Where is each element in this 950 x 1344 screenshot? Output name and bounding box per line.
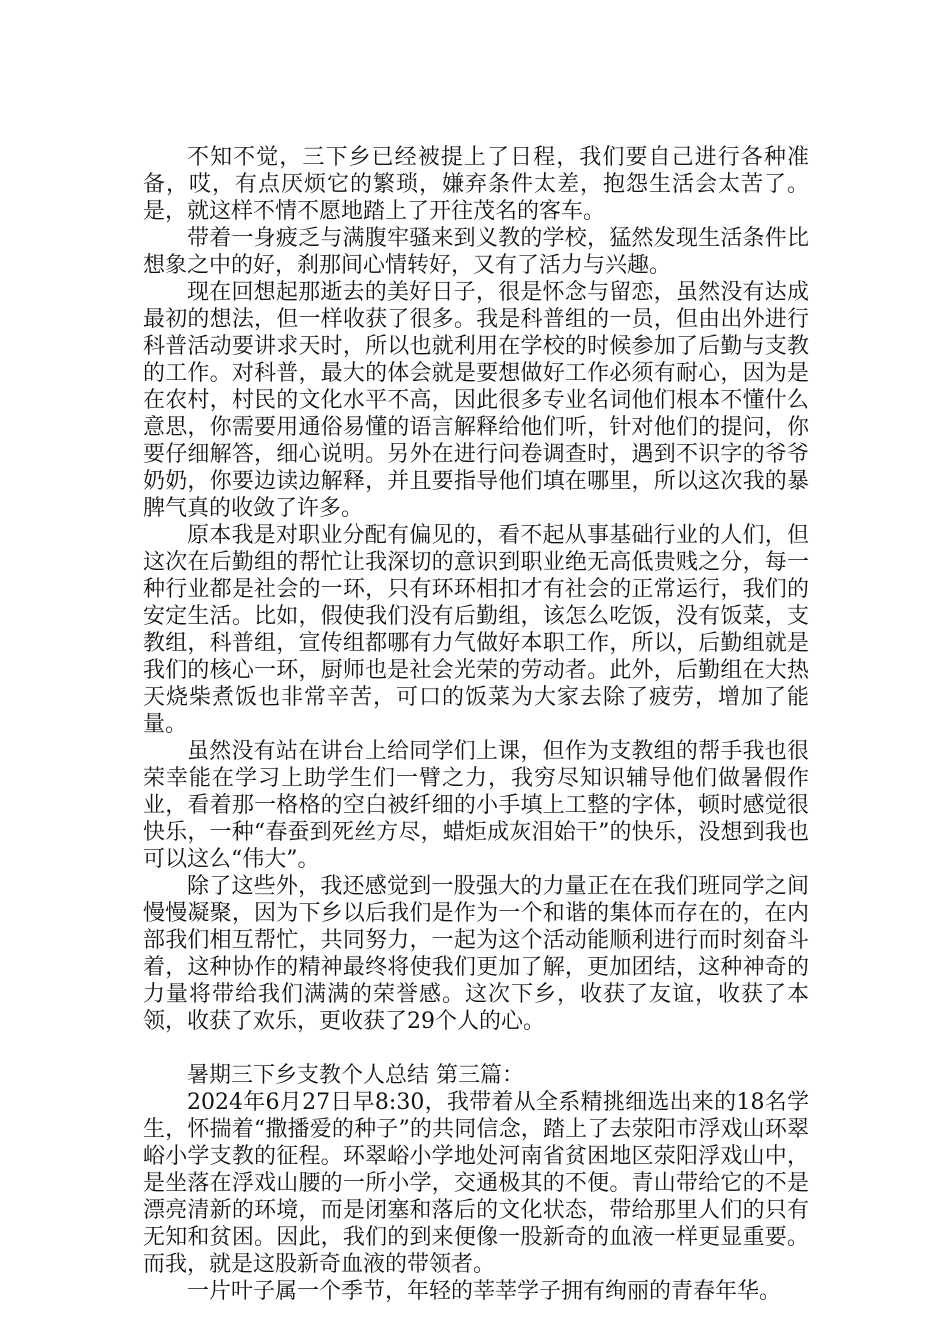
- paragraph: 原本我是对职业分配有偏见的，看不起从事基础行业的人们，但这次在后勤组的帮忙让我深切的意识到职业绝无高低贵贱之分，每一种行业都是社会的一环，只有环环相扣才有社会的正常运行，我们的安定生活。比如，假使我们没有后勤组，该怎么吃饭，没有饭菜，支教组，科普组，宣传组都哪有力气做好本职工作，所以，后勤组就是我们的核心一环，厨师也是社会光荣的劳动者。此外，后勤组在大热天烧柴煮饭也非常辛苦，可口的饭菜为大家去除了疲劳，增加了能量。: [143, 523, 809, 737]
- paragraph: 不知不觉，三下乡已经被提上了日程，我们要自己进行各种准备，哎，有点厌烦它的繁琐，嫌弃条件太差，抱怨生活会太苦了。是，就这样不情不愿地踏上了开往茂名的客车。: [143, 145, 809, 224]
- section-spacer: [143, 1035, 809, 1062]
- section-heading: 暑期三下乡支教个人总结 第三篇：: [187, 1063, 524, 1088]
- paragraph: 虽然没有站在讲台上给同学们上课，但作为支教组的帮手我也很荣幸能在学习上助学生们一臂之力，我穷尽知识辅导他们做暑假作业，看着那一格格的空白被纤细的小手填上工整的字体，顿时感觉很快乐，一种“春蚕到死丝方尽，蜡炬成灰泪始干”的快乐，没想到我也可以这么“伟大”。: [143, 739, 809, 872]
- document-body: [143, 144, 809, 1305]
- paragraph: 除了这些外，我还感觉到一股强大的力量正在在我们班同学之间慢慢凝聚，因为下乡以后我们是作为一个和谐的集体而存在的，在内部我们相互帮忙，共同努力，一起为这个活动能顺利进行而时刻奋斗着，这种协作的精神最终将使我们更加了解，更加团结，这种神奇的力量将带给我们满满的荣誉感。这次下乡，收获了友谊，收获了本领，收获了欢乐，更收获了29个人的心。: [143, 874, 809, 1034]
- paragraph: 带着一身疲乏与满腹牢骚来到义教的学校，猛然发现生活条件比想象之中的好，刹那间心情转好，又有了活力与兴趣。: [143, 226, 809, 278]
- paragraph: 一片叶子属一个季节，年轻的莘莘学子拥有绚丽的青春年华。: [187, 1279, 782, 1304]
- paragraph: 现在回想起那逝去的美好日子，很是怀念与留恋，虽然没有达成最初的想法，但一样收获了很多。我是科普组的一员，但由出外进行科普活动要讲求天时，所以也就利用在学校的时候参加了后勤与支教的工作。对科普，最大的体会就是要想做好工作必须有耐心，因为是在农村，村民的文化水平不高，因此很多专业名词他们根本不懂什么意思，你需要用通俗易懂的语言解释给他们听，针对他们的提问，你要仔细解答，细心说明。另外在进行问卷调查时，遇到不识字的爷爷奶奶，你要边读边解释，并且要指导他们填在哪里，所以这次我的暴脾气真的收敛了许多。: [143, 280, 809, 521]
- paragraph: 2024年6月27日早8:30，我带着从全系精挑细选出来的18名学生，怀揣着“撒播爱的种子”的共同信念，踏上了去荥阳市浮戏山环翠峪小学支教的征程。环翠峪小学地处河南省贫困地区荥阳浮戏山中，是坐落在浮戏山腰的一所小学，交通极其的不便。青山带给它的不是漂亮清新的环境，而是闭塞和落后的文化状态，带给那里人们的只有无知和贫困。因此，我们的到来便像一股新奇的血液一样更显重要。而我，就是这股新奇血液的带领者。: [143, 1090, 809, 1277]
